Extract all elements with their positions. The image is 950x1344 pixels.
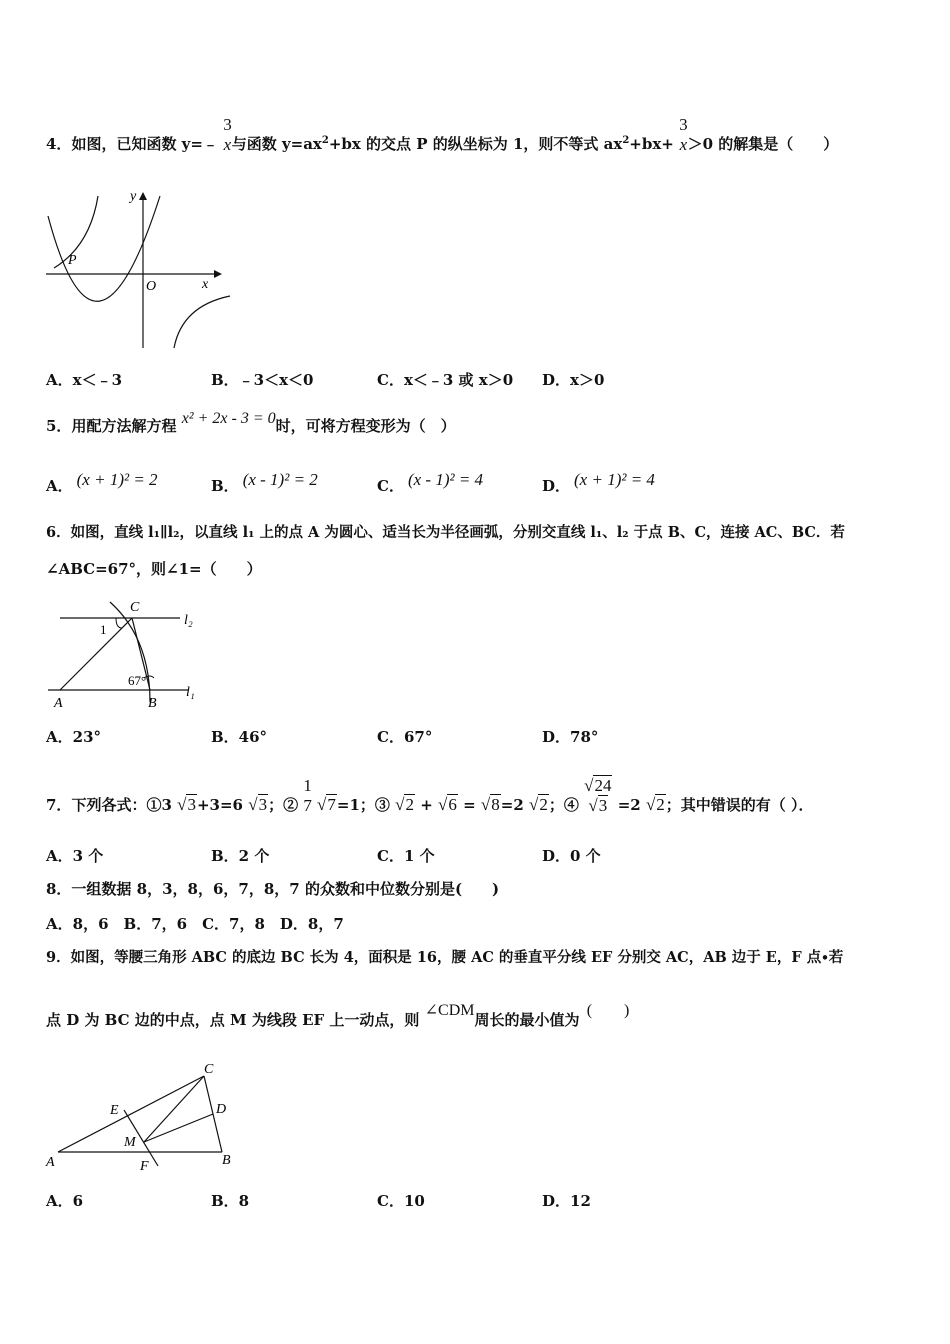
q9-option-c[interactable]: C．10 — [377, 1192, 425, 1210]
q5-option-b-label: B． — [211, 477, 239, 495]
q7-sqrt-3c-value: 3 — [598, 796, 608, 815]
q7-sqrt-2b-value: 2 — [539, 795, 548, 814]
q7-text-3: ；② — [268, 796, 299, 814]
q5-option-a-label: A． — [46, 477, 73, 495]
q9-label-a: A — [46, 1155, 55, 1170]
q6-label-l2: l₂ — [184, 613, 193, 628]
q7-sqrt-6: √6 — [438, 795, 457, 814]
q9-text-1: 点 D 为 BC 边的中点，点 M 为线段 EF 上一动点，则 — [46, 1011, 420, 1029]
q9-label-f: F — [140, 1159, 149, 1174]
q4-exponent-1: 2 — [321, 135, 329, 146]
q4-label-y: y — [130, 189, 137, 204]
q4-label-p: P — [68, 253, 77, 268]
q4-label-o: O — [146, 279, 157, 294]
q6-label-c: C — [130, 600, 140, 615]
q4-text-1: 如图，已知函数 y=﹣ — [71, 135, 218, 153]
q5-option-c-expr: (x - 1)² = 4 — [407, 470, 484, 489]
q7-sqrt-6-value: 6 — [448, 795, 457, 814]
q9-label-c: C — [204, 1062, 214, 1077]
q4-option-d[interactable]: D．x＞0 — [542, 371, 605, 389]
q4-option-c[interactable]: C．x＜﹣3 或 x＞0 — [377, 371, 514, 389]
q8-options[interactable]: A．8，6 B．7，6 C．7，8 D．8，7 — [46, 915, 344, 933]
q5-option-d-expr: (x + 1)² = 4 — [574, 470, 655, 489]
q5-option-c-label: C． — [377, 477, 404, 495]
q7-sqrt-24-value: 24 — [594, 776, 612, 795]
q4-exponent-2: 2 — [622, 135, 630, 146]
q4-x-arrow — [214, 270, 222, 278]
q7-text-1: 下列各式：①3 — [71, 796, 172, 814]
q4-stem — [46, 115, 839, 165]
q5-option-b-expr: (x - 1)² = 2 — [242, 470, 318, 489]
q7-sqrt-2a-value: 2 — [405, 795, 414, 814]
q7-sqrt-8: √8 — [480, 795, 500, 814]
q6-option-a[interactable]: A．23° — [46, 728, 102, 746]
q6-label-b: B — [148, 696, 157, 711]
q9-stem-line2 — [46, 1002, 630, 1031]
q4-fraction-1-numerator: 3 — [223, 115, 232, 134]
q4-text-3: +bx 的交点 P 的纵坐标为 1，则不等式 ax — [328, 135, 623, 153]
q4-label-x: x — [202, 277, 209, 292]
q7-text-7: =2 — [617, 796, 641, 814]
q9-segment-cm — [144, 1076, 204, 1142]
q9-text-2: 周长的最小值为 — [474, 1011, 580, 1029]
q5-option-a[interactable] — [46, 470, 158, 495]
q7-sqrt-2c-value: 2 — [656, 795, 665, 814]
q4-number: 4． — [46, 135, 72, 153]
q6-segment-ac — [60, 618, 132, 690]
q5-number: 5． — [46, 417, 72, 435]
q5-option-a-expr: (x + 1)² = 2 — [76, 470, 158, 489]
q4-hyperbola-right — [174, 296, 230, 348]
q4-fraction-2-numerator: 3 — [679, 115, 688, 134]
q7-text-2: +3=6 — [196, 796, 243, 814]
q7-sqrt-7: √7 — [317, 795, 336, 814]
q6-label-1: 1 — [100, 622, 107, 637]
q4-figure — [44, 186, 234, 351]
q7-text-6: ；④ — [548, 796, 579, 814]
q5-option-d[interactable] — [542, 470, 655, 495]
q4-y-arrow — [139, 192, 147, 200]
q7-sqrt-3b-value: 3 — [258, 795, 268, 814]
q6-label-a: A — [54, 696, 63, 711]
q5-option-b[interactable] — [211, 470, 318, 495]
q7-sqrt-8-value: 8 — [491, 795, 500, 814]
q5-option-c[interactable] — [377, 470, 484, 495]
q9-segment-dm — [144, 1114, 213, 1142]
q7-sqrt-2a: √2 — [395, 795, 414, 814]
q7-option-c[interactable]: C．1 个 — [377, 847, 435, 865]
q7-sqrt-7-value: 7 — [327, 795, 336, 814]
q7-option-d[interactable]: D．0 个 — [542, 847, 601, 865]
q7-sqrt-3c: √3 — [588, 796, 608, 815]
q7-sqrt-3a-value: 3 — [187, 795, 196, 814]
q5-equation: x² + 2x - 3 = 0 — [181, 410, 276, 427]
q6-label-l1: l₁ — [186, 685, 195, 700]
q7-plus-sign: + — [420, 796, 433, 814]
q5-text-2: 时，可将方程变形为（ ） — [275, 417, 456, 435]
q4-text-2: 与函数 y=ax — [231, 135, 322, 153]
q4-option-a[interactable]: A．x＜﹣3 — [46, 371, 123, 389]
q4-fraction-1 — [223, 115, 232, 155]
q9-label-d: D — [216, 1102, 227, 1117]
q7-radical-fraction — [584, 776, 612, 816]
q7-sqrt-3b: √3 — [248, 795, 268, 814]
q7-text-5: =2 — [500, 796, 524, 814]
q9-figure — [44, 1060, 244, 1175]
q7-number: 7． — [46, 796, 72, 814]
q4-fraction-1-denominator: x — [223, 135, 232, 154]
q6-stem-line2: ∠ABC=67°，则∠1=（ ） — [46, 560, 262, 578]
q6-figure — [46, 598, 206, 713]
q7-sqrt-2c: √2 — [645, 795, 665, 814]
q7-stem — [46, 776, 814, 826]
q5-stem — [46, 410, 456, 437]
q7-sqrt-3a: √3 — [177, 795, 196, 814]
q7-option-a[interactable]: A．3 个 — [46, 847, 104, 865]
q9-answer-paren: ( ) — [586, 1002, 630, 1019]
q5-text-1: 用配方法解方程 — [71, 417, 177, 435]
q6-option-d[interactable]: D．78° — [542, 728, 599, 746]
q6-stem-line1: 6．如图，直线 l₁∥l₂，以直线 l₁ 上的点 A 为圆心、适当长为半径画弧，分别交直线 l₁、l₂ 于点 B、C，连接 AC、BC．若 — [46, 524, 845, 541]
q5-option-d-label: D． — [542, 477, 571, 495]
q9-label-b: B — [222, 1153, 231, 1168]
q4-text-4: +bx+ — [629, 135, 674, 153]
q6-option-b[interactable]: B．46° — [211, 728, 268, 746]
q9-label-m: M — [124, 1135, 136, 1150]
q9-option-b[interactable]: B．8 — [211, 1192, 250, 1210]
q7-fraction-numerator: 1 — [303, 776, 312, 795]
q9-angle-cdm: ∠CDM — [424, 1002, 475, 1019]
q4-text-5: ＞0 的解集是（ ） — [687, 135, 839, 153]
q7-sqrt-24: √24 — [584, 776, 612, 795]
q7-fraction — [303, 776, 312, 816]
q9-option-a[interactable]: A．6 — [46, 1192, 84, 1210]
q4-option-b[interactable]: B．﹣3＜x＜0 — [211, 371, 314, 389]
q8-stem: 8．一组数据 8，3，8，6，7，8，7 的众数和中位数分别是( ) — [46, 880, 500, 898]
q4-fraction-2-denominator: x — [679, 135, 688, 154]
q9-label-e: E — [110, 1103, 119, 1118]
q6-angle1-arc — [116, 618, 122, 628]
q4-fraction-2 — [679, 115, 688, 155]
q7-equals-sign: = — [463, 796, 476, 814]
q7-text-8: ；其中错误的有（ ）． — [665, 796, 814, 814]
q7-option-b[interactable]: B．2 个 — [211, 847, 270, 865]
q6-label-67: 67° — [128, 673, 147, 688]
q6-option-c[interactable]: C．67° — [377, 728, 433, 746]
q9-stem-line1: 9．如图，等腰三角形 ABC 的底边 BC 长为 4，面积是 16，腰 AC 的垂直平分线 EF 分别交 AC，AB 边于 E，F 点∙若 — [46, 949, 844, 966]
q7-text-4: =1；③ — [336, 796, 390, 814]
q7-sqrt-2b: √2 — [529, 795, 548, 814]
q7-fraction-denominator: 7 — [303, 796, 312, 815]
q9-option-d[interactable]: D．12 — [542, 1192, 591, 1210]
